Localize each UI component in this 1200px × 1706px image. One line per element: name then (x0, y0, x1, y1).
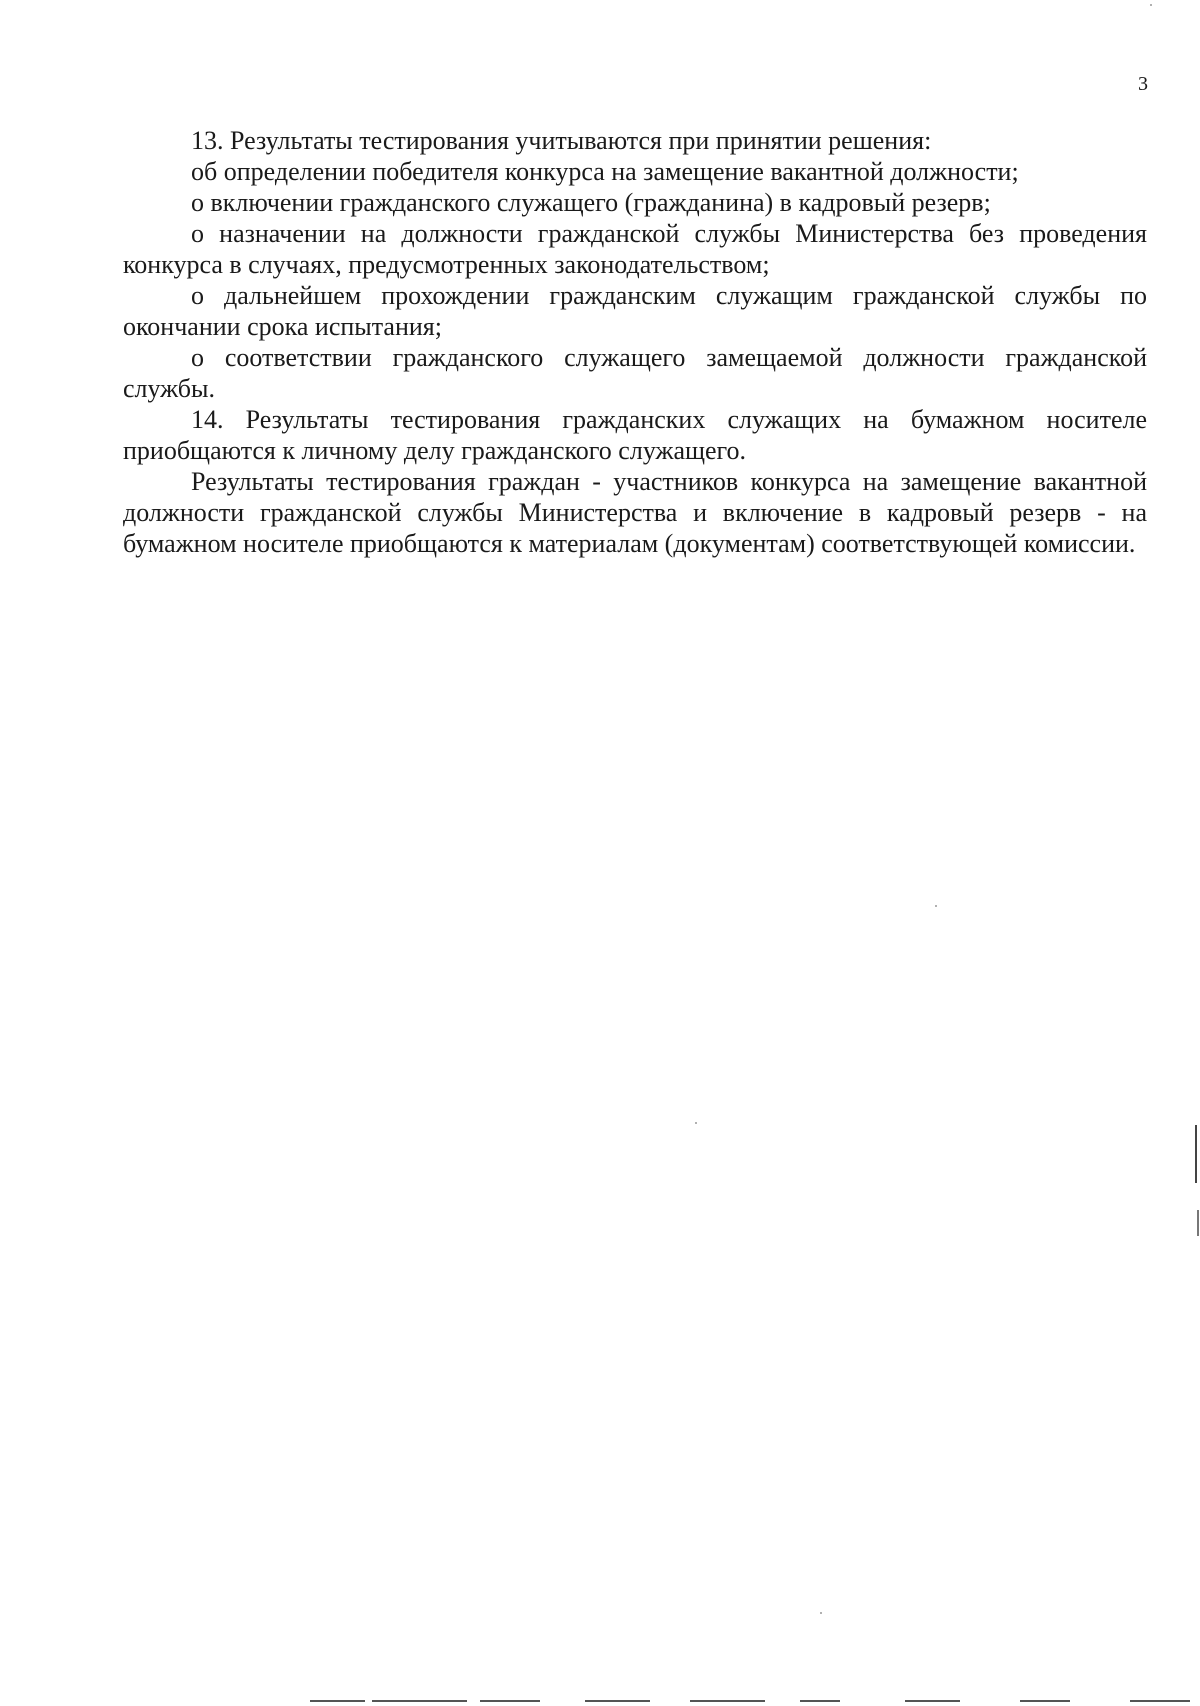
scan-bottom-dash (372, 1700, 467, 1702)
paragraph-item-appointment: о назначении на должности гражданской службы Министерства без проведения конкурса в случаях, предусмотренных законодательством; (123, 219, 1147, 279)
scan-bottom-dash (310, 1700, 365, 1702)
scan-edge-mark-upper (1195, 1125, 1197, 1183)
paragraph-item-reserve: о включении гражданского служащего (гражданина) в кадровый резерв; (191, 188, 991, 217)
paragraph-13-intro: 13. Результаты тестирования учитываются при принятии решения: (191, 126, 932, 155)
page-number: 3 (1138, 73, 1148, 95)
paragraph-item-probation: о дальнейшем прохождении гражданским служащим гражданской службы по окончании срока испытания; (123, 281, 1147, 341)
scan-speck (935, 905, 937, 907)
scan-bottom-dash (1020, 1700, 1070, 1702)
scan-bottom-dash (585, 1700, 650, 1702)
paragraph-14: 14. Результаты тестирования гражданских служащих на бумажном носителе приобщаются к личному делу гражданского служащего. (123, 405, 1147, 465)
paragraph-item-winner: об определении победителя конкурса на замещение вакантной должности; (191, 157, 1019, 186)
scan-speck (820, 1612, 822, 1614)
scan-bottom-dash (690, 1700, 765, 1702)
scan-speck (1150, 4, 1152, 6)
scan-bottom-dash (1130, 1700, 1190, 1702)
scan-bottom-dash (905, 1700, 960, 1702)
scan-edge-mark-lower (1197, 1210, 1199, 1236)
scan-speck (695, 1122, 697, 1124)
document-body (123, 125, 1147, 559)
scan-bottom-dash (800, 1700, 840, 1702)
scan-bottom-dash (480, 1700, 540, 1702)
paragraph-competition-results: Результаты тестирования граждан - участников конкурса на замещение вакантной должности гражданской службы Министерства и включение в кадровый резерв - на бумажном носителе приобщаются к материалам (документам) соответствующей комиссии. (123, 467, 1147, 558)
paragraph-item-compliance: о соответствии гражданского служащего замещаемой должности гражданской службы. (123, 343, 1147, 403)
